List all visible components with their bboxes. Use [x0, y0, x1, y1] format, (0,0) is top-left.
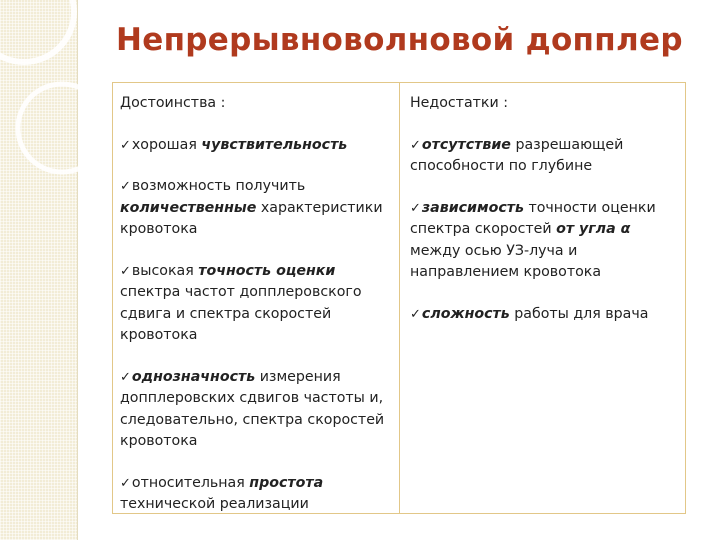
disadvantage-item: ✓отсутствие разрешающей способности по глубине [410, 136, 624, 174]
advantages-header: Достоинства : [120, 95, 226, 111]
advantage-item: ✓высокая точность оценки спектра частот допплеровского сдвига и спектра скоростей кровотока [120, 262, 362, 343]
disadvantages-header: Недостатки : [410, 95, 508, 111]
disadvantage-item: ✓зависимость точности оценки спектра скоростей от угла α между осью УЗ-луча и направлением кровотока [410, 199, 656, 280]
check-icon: ✓ [120, 179, 131, 194]
check-icon: ✓ [120, 475, 131, 491]
check-icon: ✓ [120, 263, 131, 279]
slide-title: Непрерывноволновой допплер [116, 22, 683, 58]
disadvantages-column [400, 83, 685, 513]
advantage-item: ✓хорошая чувствительность [120, 136, 348, 153]
disadvantage-item: ✓сложность работы для врача [410, 305, 649, 322]
check-icon: ✓ [120, 369, 131, 385]
check-icon: ✓ [120, 137, 131, 153]
advantage-item: ✓однозначность измерения допплеровских сдвигов частоты и, следовательно, спектра скоростей кровотока [120, 368, 385, 449]
check-icon: ✓ [410, 137, 421, 153]
advantage-item: ✓возможность получить количественные характеристики кровотока [120, 178, 383, 237]
advantage-item: ✓относительная простота технической реализации [120, 474, 324, 512]
check-icon: ✓ [410, 200, 421, 216]
check-icon: ✓ [410, 306, 421, 322]
comparison-table [112, 82, 686, 514]
advantages-column [113, 83, 400, 513]
